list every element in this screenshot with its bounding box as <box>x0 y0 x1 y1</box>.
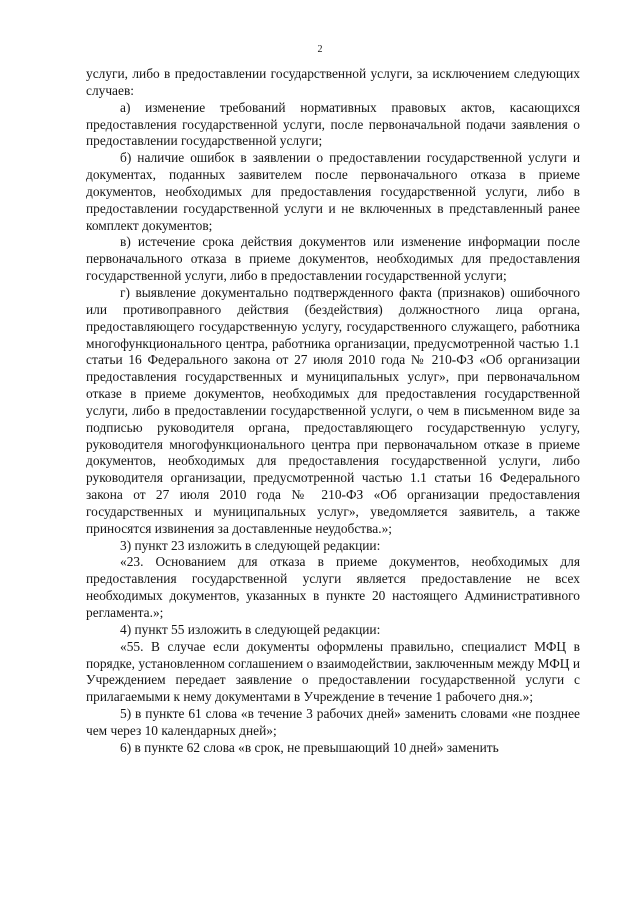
paragraph: услуги, либо в предоставлении государственной услуги, за исключением следующих случаев: <box>86 66 580 98</box>
paragraph: 6) в пункте 62 слова «в срок, не превышающий 10 дней» заменить <box>120 739 499 755</box>
paragraph: 5) в пункте 61 слова «в течение 3 рабочих дней» заменить словами «не позднее чем через 10 календарных дней»; <box>86 706 580 738</box>
paragraph: а) изменение требований нормативных правовых актов, касающихся предоставления государственной услуги, после первоначальной подачи заявления о предоставлении государственной услуги; <box>86 99 580 149</box>
paragraph: «55. В случае если документы оформлены правильно, специалист МФЦ в порядке, установленном соглашением о взаимодействии, заключенным между МФЦ и Учреждением передает заявление о предоставлении государственной услуги с прилагаемыми к нему документами в Учреждение в течение 1 рабочего дня.»; <box>86 638 580 705</box>
paragraph: 4) пункт 55 изложить в следующей редакции: <box>120 621 381 637</box>
page-number: 2 <box>317 44 323 55</box>
document-body <box>86 66 580 757</box>
paragraph: в) истечение срока действия документов или изменение информации после первоначального отказа в приеме документов, необходимых для предоставления государственной услуги, либо в предоставлении государственной услуги; <box>86 234 580 284</box>
paragraph: 3) пункт 23 изложить в следующей редакции: <box>120 537 381 553</box>
paragraph: г) выявление документально подтвержденного факта (признаков) ошибочного или противоправного действия (бездействия) должностного лица органа, предоставляющего государственную услугу, государственного служащего, работника многофункционального центра, работника организации, предусмотренной частью 1.1 статьи 16 Федерального закона от 27 июля 2010 года № 210-ФЗ «Об организации предоставления государственных и муниципальных услуг», при первоначальном отказе в приеме документов, необходимых для предоставления государственной услуги, либо в предоставлении государственной услуги, о чем в письменном виде за подписью руководителя органа, предоставляющего государственную услугу, руководителя многофункционального центра при первоначальном отказе в приеме документов, необходимых для предоставления государственной услуги, либо руководителя организации, предусмотренной частью 1.1 статьи 16 Федерального закона от 27 июля 2010 года № 210-ФЗ «Об организации предоставления государственных и муниципальных услуг», уведомляется заявитель, а также приносятся извинения за доставленные неудобства.»; <box>86 284 580 536</box>
paragraph: «23. Основанием для отказа в приеме документов, необходимых для предоставления государственной услуги является предоставление не всех необходимых документов, указанных в пункте 20 настоящего Административного регламента.»; <box>86 554 580 620</box>
paragraph: б) наличие ошибок в заявлении о предоставлении государственной услуги и документах, поданных заявителем после первоначального отказа в приеме документов, необходимых для предоставления государственной услуги, либо в предоставлении государственной услуги и не включенных в представленный ранее комплект документов; <box>86 150 580 233</box>
